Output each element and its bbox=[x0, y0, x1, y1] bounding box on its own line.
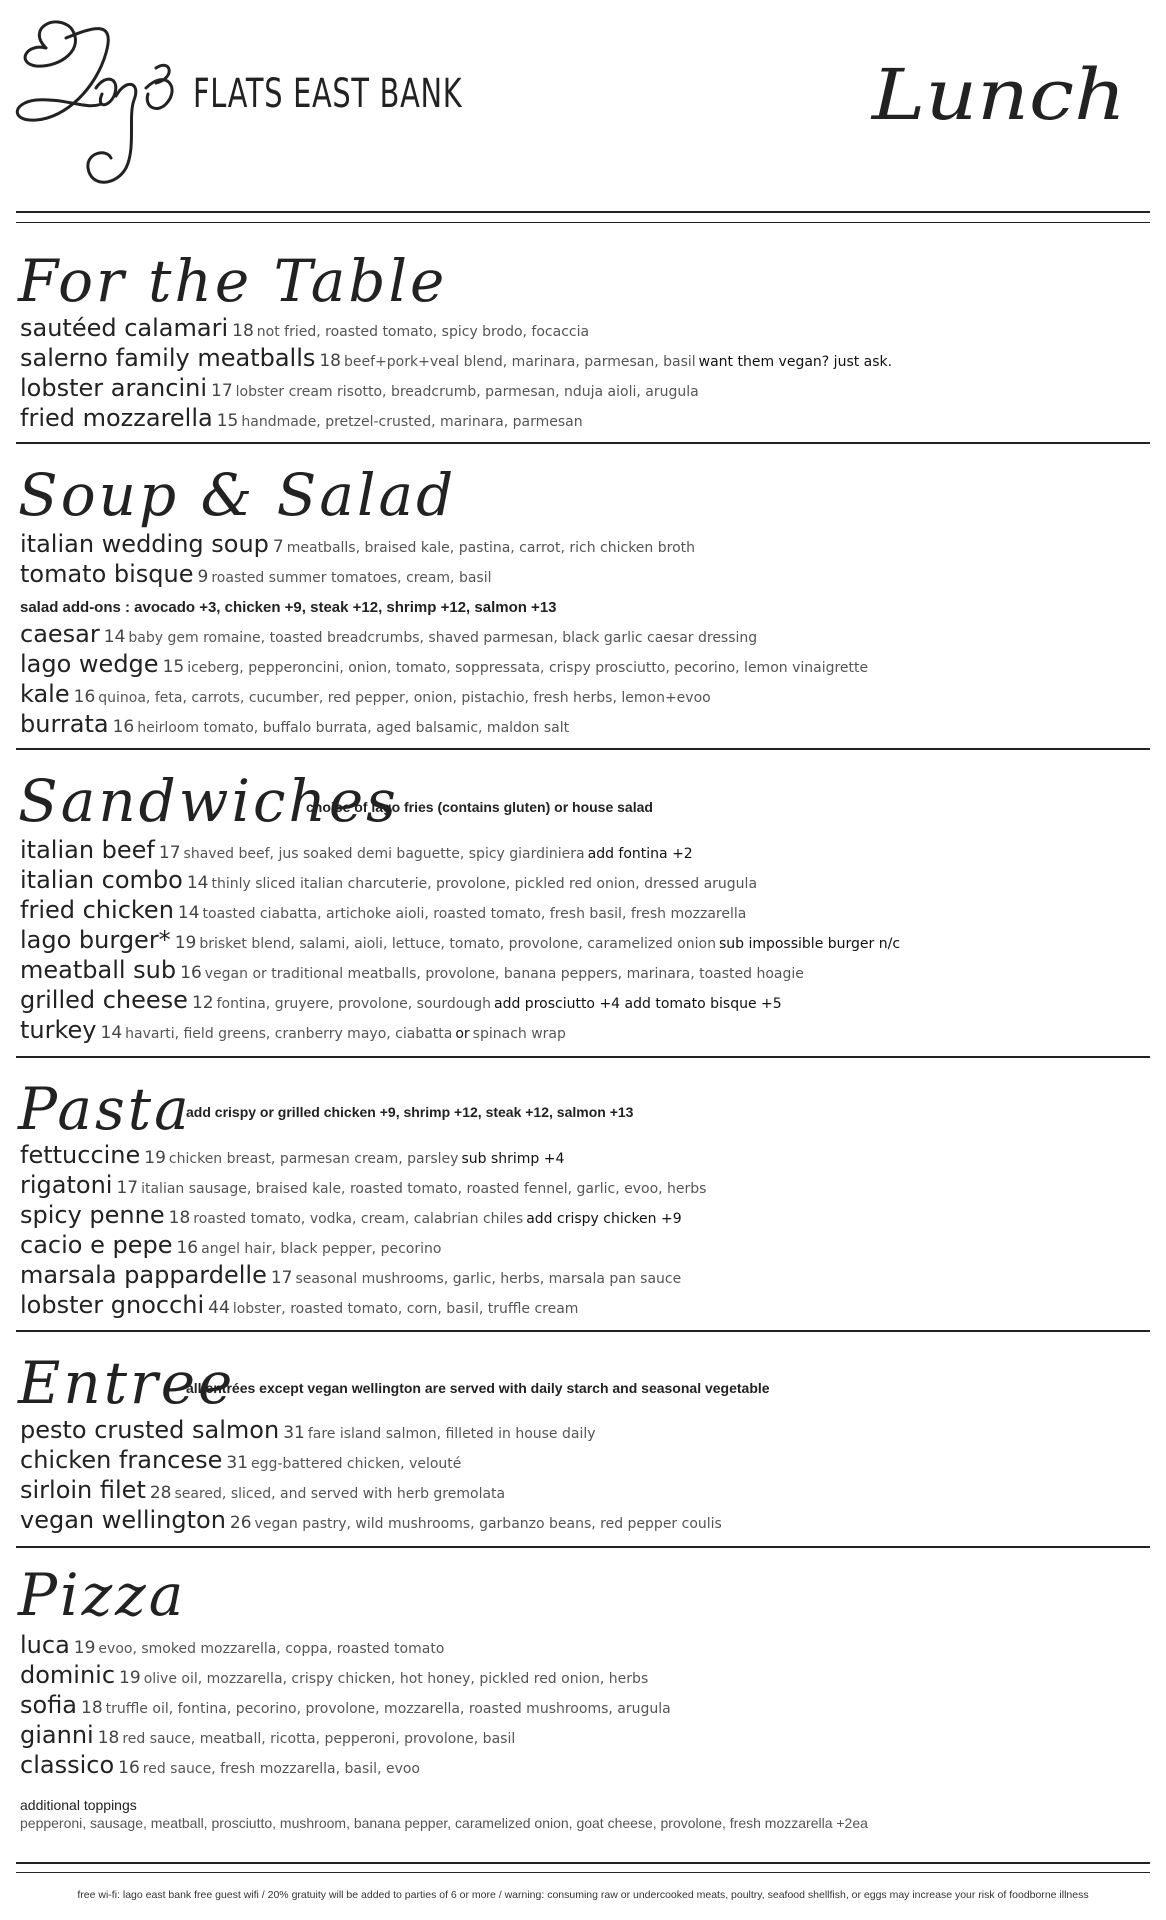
menu-item: classico 16 red sauce, fresh mozzarella, basil, evoo bbox=[20, 1751, 420, 1779]
menu-item: tomato bisque 9 roasted summer tomatoes, cream, basil bbox=[20, 560, 492, 588]
entree-note: all entrées except vegan wellington are served with daily starch and seasonal vegetable bbox=[186, 1380, 770, 1396]
section-title-table: For the Table bbox=[18, 247, 448, 315]
menu-type-title: Lunch bbox=[871, 54, 1126, 136]
menu-item: spicy penne 18 roasted tomato, vodka, cream, calabrian chiles add crispy chicken +9 bbox=[20, 1201, 682, 1229]
menu-item: grilled cheese 12 fontina, gruyere, provolone, sourdough add prosciutto +4 add tomato bisque +5 bbox=[20, 986, 782, 1014]
menu-item: burrata 16 heirloom tomato, buffalo burrata, aged balsamic, maldon salt bbox=[20, 710, 570, 738]
location-subtitle: FLATS EAST BANK bbox=[193, 71, 463, 117]
menu-item: cacio e pepe 16 angel hair, black pepper, pecorino bbox=[20, 1231, 442, 1259]
menu-item: italian wedding soup 7 meatballs, braised kale, pastina, carrot, rich chicken broth bbox=[20, 530, 696, 558]
section-title-pasta: Pasta bbox=[18, 1075, 192, 1143]
menu-item: marsala pappardelle 17 seasonal mushrooms, garlic, herbs, marsala pan sauce bbox=[20, 1261, 682, 1289]
menu-item: turkey 14 havarti, field greens, cranberry mayo, ciabatta or spinach wrap bbox=[20, 1016, 566, 1044]
menu-item: italian beef 17 shaved beef, jus soaked demi baguette, spicy giardiniera add fontina +2 bbox=[20, 836, 693, 864]
menu-item: italian combo 14 thinly sliced italian charcuterie, provolone, pickled red onion, dressed arugula bbox=[20, 866, 758, 894]
menu-item: chicken francese 31 egg-battered chicken, velouté bbox=[20, 1446, 462, 1474]
toppings-list: pepperoni, sausage, meatball, prosciutto, mushroom, banana pepper, caramelized onion, goat cheese, provolone, fresh mozzarella +2ea bbox=[20, 1815, 868, 1831]
header-divider-thin bbox=[16, 222, 1150, 223]
menu-item: fried mozzarella 15 handmade, pretzel-crusted, marinara, parmesan bbox=[20, 404, 583, 432]
section-divider bbox=[16, 1056, 1150, 1058]
salad-addons: salad add-ons : avocado +3, chicken +9, steak +12, shrimp +12, salmon +13 bbox=[20, 599, 557, 616]
footer-divider-thin bbox=[16, 1872, 1150, 1873]
menu-item: gianni 18 red sauce, meatball, ricotta, pepperoni, provolone, basil bbox=[20, 1721, 516, 1749]
menu-item: lobster gnocchi 44 lobster, roasted tomato, corn, basil, truffle cream bbox=[20, 1291, 579, 1319]
menu-item: vegan wellington 26 vegan pastry, wild mushrooms, garbanzo beans, red pepper coulis bbox=[20, 1506, 722, 1534]
menu-item: lago wedge 15 iceberg, pepperoncini, onion, tomato, soppressata, crispy prosciutto, pecorino, lemon vinaigrette bbox=[20, 650, 869, 678]
menu-item: kale 16 quinoa, feta, carrots, cucumber, red pepper, onion, pistachio, fresh herbs, lemon+evoo bbox=[20, 680, 711, 708]
section-title-sandwiches: Sandwiches bbox=[18, 767, 399, 835]
menu-item: salerno family meatballs 18 beef+pork+veal blend, marinara, parmesan, basil want them vegan? just ask. bbox=[20, 344, 893, 372]
pasta-note: add crispy or grilled chicken +9, shrimp +12, steak +12, salmon +13 bbox=[186, 1104, 634, 1120]
menu-item: meatball sub 16 vegan or traditional meatballs, provolone, banana peppers, marinara, toasted hoagie bbox=[20, 956, 804, 984]
menu-item: sofia 18 truffle oil, fontina, pecorino, provolone, mozzarella, roasted mushrooms, arugula bbox=[20, 1691, 671, 1719]
section-title-entree: Entree bbox=[18, 1349, 236, 1417]
menu-item: fettuccine 19 chicken breast, parmesan cream, parsley sub shrimp +4 bbox=[20, 1141, 565, 1169]
menu-item: pesto crusted salmon 31 fare island salmon, filleted in house daily bbox=[20, 1416, 596, 1444]
header-divider bbox=[16, 211, 1150, 213]
section-divider bbox=[16, 1330, 1150, 1332]
toppings-label: additional toppings bbox=[20, 1797, 137, 1813]
section-divider bbox=[16, 1546, 1150, 1548]
section-title-soup-salad: Soup & Salad bbox=[18, 461, 457, 529]
menu-item: sirloin filet 28 seared, sliced, and served with herb gremolata bbox=[20, 1476, 506, 1504]
section-divider bbox=[16, 442, 1150, 444]
menu-item: caesar 14 baby gem romaine, toasted breadcrumbs, shaved parmesan, black garlic caesar dressing bbox=[20, 620, 758, 648]
menu-item: sautéed calamari 18 not fried, roasted tomato, spicy brodo, focaccia bbox=[20, 314, 590, 342]
menu-item: lago burger* 19 brisket blend, salami, aioli, lettuce, tomato, provolone, caramelized onion sub impossible burger n/c bbox=[20, 926, 901, 954]
footer-notice: free wi-fi: lago east bank free guest wifi / 20% gratuity will be added to parties of 6 or more / warning: consuming raw or undercooked meats, poultry, seafood shellfish, or eggs may increase your risk of foodborne illness bbox=[77, 1889, 1089, 1901]
lago-script-logo-image bbox=[6, 8, 186, 193]
lago-logo bbox=[6, 8, 186, 193]
footer-divider bbox=[16, 1862, 1150, 1864]
menu-item: rigatoni 17 italian sausage, braised kale, roasted tomato, roasted fennel, garlic, evoo, herbs bbox=[20, 1171, 707, 1199]
menu-item: fried chicken 14 toasted ciabatta, artichoke aioli, roasted tomato, fresh basil, fresh mozzarella bbox=[20, 896, 747, 924]
menu-item: dominic 19 olive oil, mozzarella, crispy chicken, hot honey, pickled red onion, herbs bbox=[20, 1661, 649, 1689]
menu-item: luca 19 evoo, smoked mozzarella, coppa, roasted tomato bbox=[20, 1631, 445, 1659]
section-divider bbox=[16, 748, 1150, 750]
menu-item: lobster arancini 17 lobster cream risotto, breadcrumb, parmesan, nduja aioli, arugula bbox=[20, 374, 699, 402]
section-title-pizza: Pizza bbox=[18, 1561, 187, 1629]
sandwiches-note: choice of lago fries (contains gluten) or house salad bbox=[306, 799, 653, 815]
